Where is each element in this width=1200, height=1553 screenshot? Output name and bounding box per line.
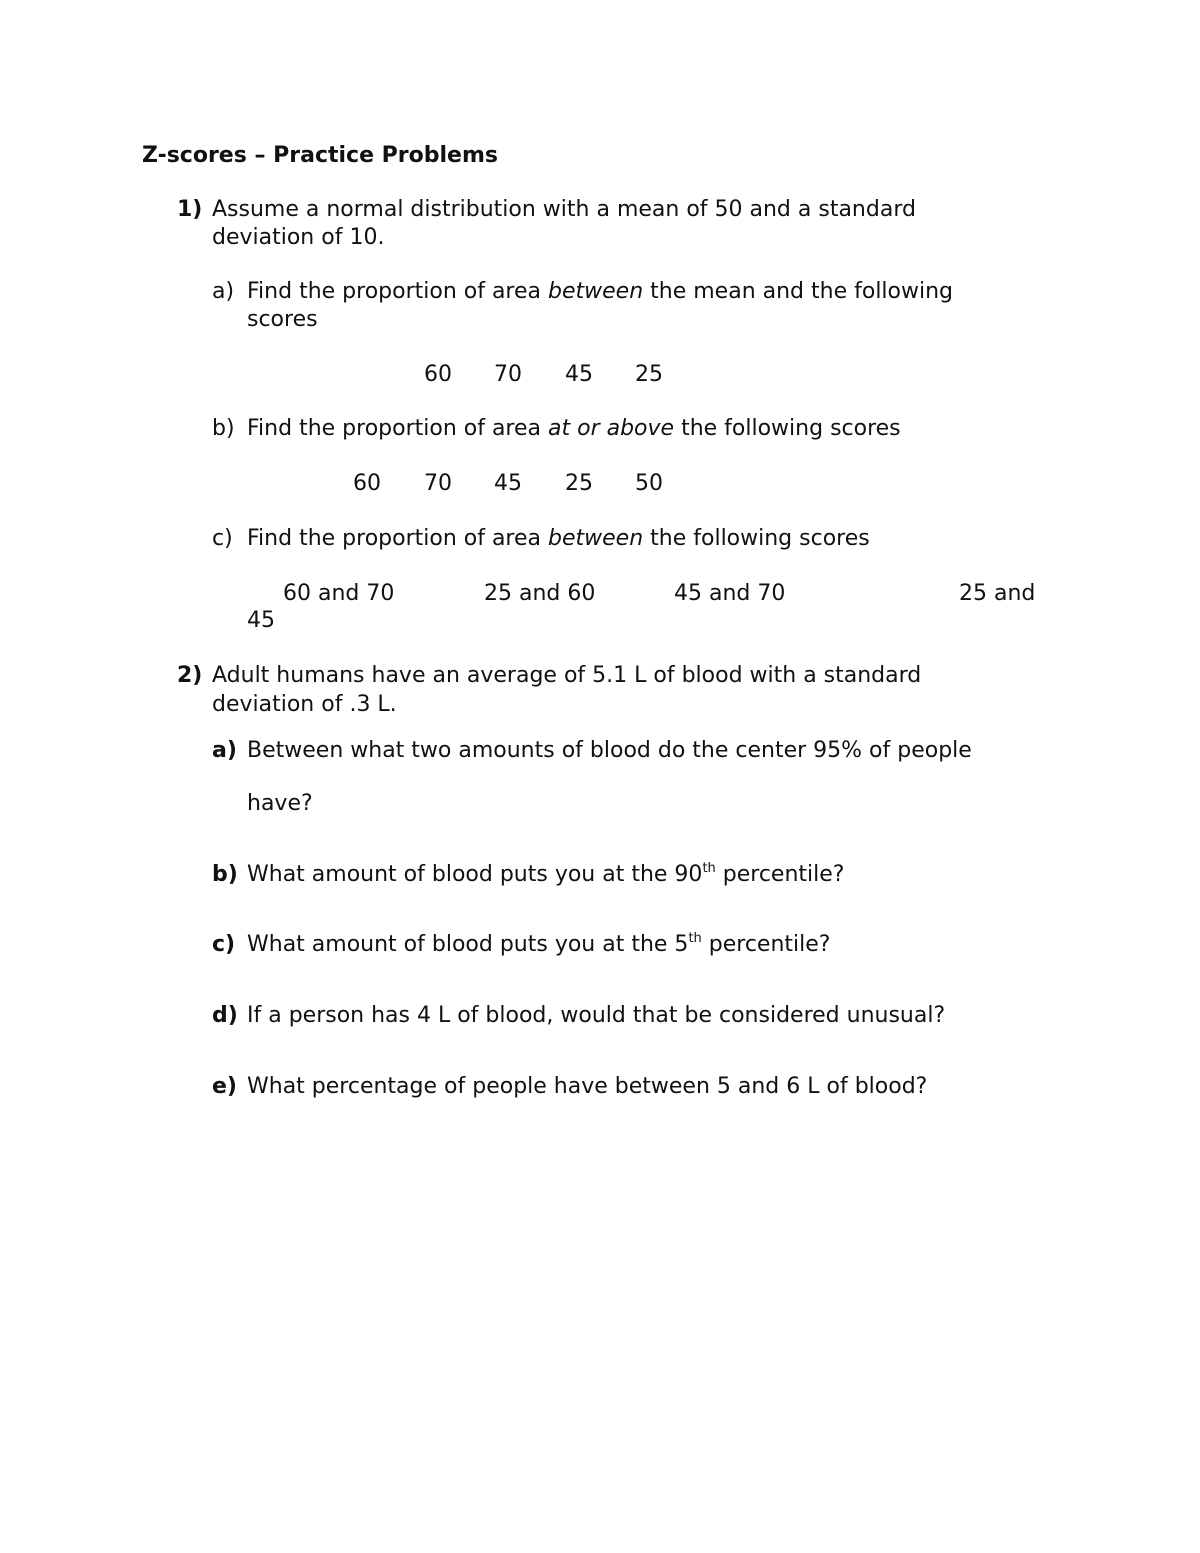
question-2-text-line1: Adult humans have an average of 5.1 L of blood with a standard: [212, 663, 922, 688]
question-2-number: 2): [177, 663, 203, 688]
q1c-text: Find the proportion of area between the following scores: [247, 526, 870, 551]
q1a-label: a): [212, 279, 235, 304]
q2a-text-line2: have?: [247, 791, 313, 816]
q2b-label: b): [212, 862, 238, 887]
question-2-text-line2: deviation of .3 L.: [212, 692, 397, 717]
q1a-value: 70: [494, 362, 522, 387]
question-1-text-line2: deviation of 10.: [212, 225, 385, 250]
q1a-text-line2: scores: [247, 307, 318, 332]
q1a-value: 45: [565, 362, 593, 387]
q1a-value: 60: [424, 362, 452, 387]
q1b-text: Find the proportion of area at or above the following scores: [247, 416, 901, 441]
q2d-label: d): [212, 1003, 238, 1028]
q1a-text: Find the proportion of area between the mean and the following: [247, 279, 954, 304]
q1c-pair: 60 and 70: [283, 581, 395, 606]
question-1-text-line1: Assume a normal distribution with a mean of 50 and a standard: [212, 197, 916, 222]
q1c-pair-wrap: 45: [247, 608, 275, 633]
q2c-label: c): [212, 932, 236, 957]
q1b-value: 50: [635, 471, 663, 496]
q1b-value: 60: [353, 471, 381, 496]
q2e-label: e): [212, 1074, 237, 1099]
q1c-label: c): [212, 526, 233, 551]
q2a-label: a): [212, 738, 237, 763]
q1c-pair: 25 and: [959, 581, 1036, 606]
q1b-value: 45: [494, 471, 522, 496]
q2e-text: What percentage of people have between 5 and 6 L of blood?: [247, 1074, 928, 1099]
q1b-label: b): [212, 416, 235, 441]
question-1-number: 1): [177, 197, 203, 222]
q1a-value: 25: [635, 362, 663, 387]
page-title: Z-scores – Practice Problems: [142, 143, 498, 168]
q2d-text: If a person has 4 L of blood, would that be considered unusual?: [247, 1003, 946, 1028]
q1b-value: 25: [565, 471, 593, 496]
q2b-text: What amount of blood puts you at the 90th percentile?: [247, 861, 845, 887]
q1c-pair: 25 and 60: [484, 581, 596, 606]
q1b-value: 70: [424, 471, 452, 496]
q1c-pair: 45 and 70: [674, 581, 786, 606]
q2c-text: What amount of blood puts you at the 5th percentile?: [247, 931, 831, 957]
q2a-text-line1: Between what two amounts of blood do the center 95% of people: [247, 738, 972, 763]
